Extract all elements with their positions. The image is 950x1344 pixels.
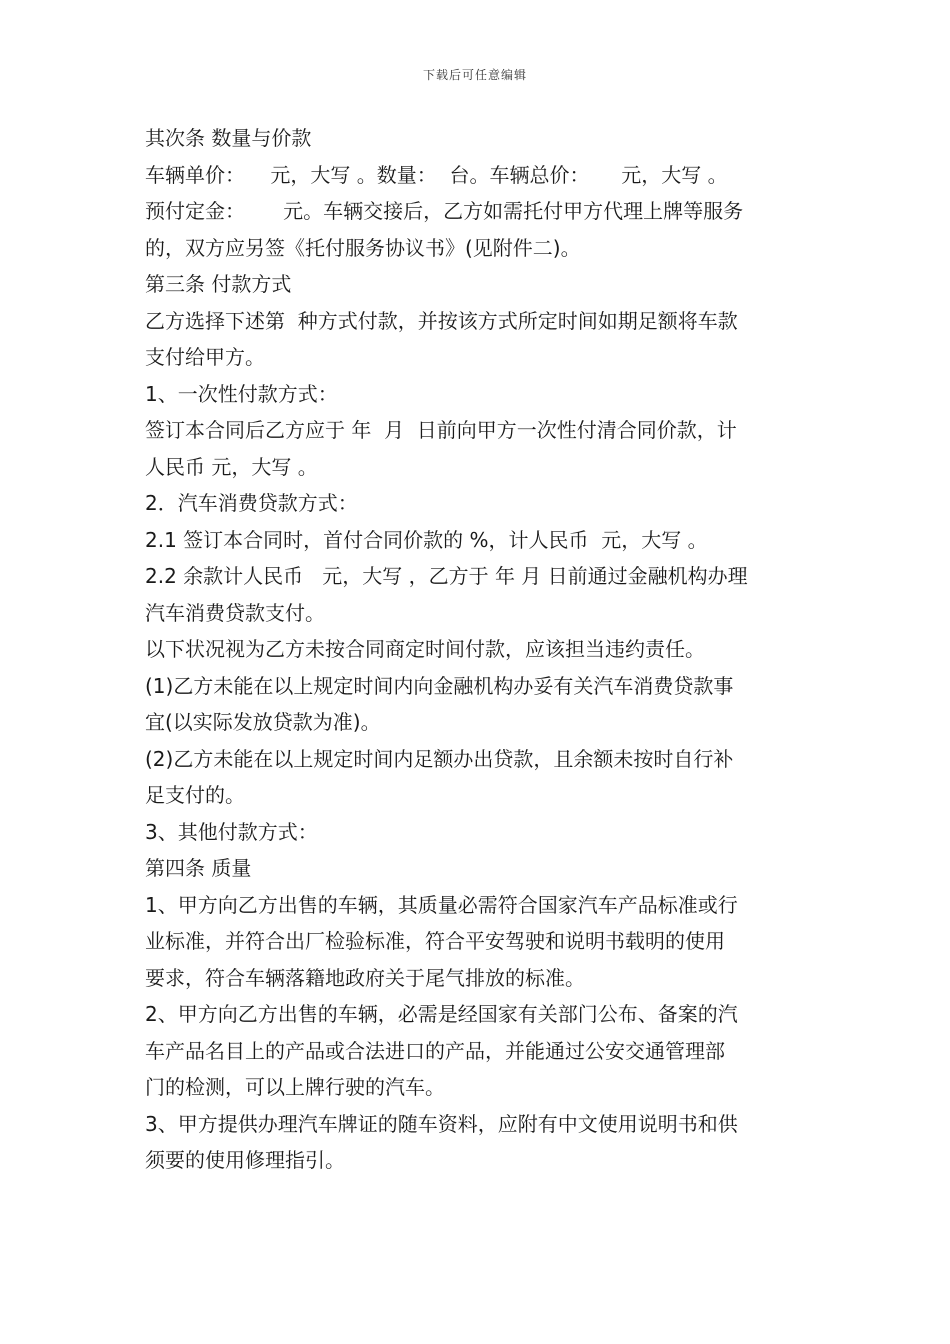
text-line: 足支付的。	[145, 783, 245, 807]
text-line: 签订本合同后乙方应于 年 月 日前向甲方一次性付清合同价款，计	[145, 418, 737, 442]
page-header: 下载后可任意编辑	[422, 68, 527, 82]
text-line: 须要的使用修理指引。	[145, 1148, 345, 1172]
text-line: 2、甲方向乙方出售的车辆，必需是经国家有关部门公布、备案的汽	[145, 1002, 738, 1026]
text-line: 1、一次性付款方式：	[145, 381, 338, 406]
text-line: 乙方选择下述第 种方式付款，并按该方式所定时间如期足额将车款	[145, 308, 738, 333]
section-heading-payment-method: 第三条 付款方式	[145, 272, 292, 296]
section-heading-quality: 第四条 质量	[145, 856, 252, 880]
text-line: 3、甲方提供办理汽车牌证的随车资料，应附有中文使用说明书和供	[145, 1111, 738, 1136]
text-line: 要求，符合车辆落籍地政府关于尾气排放的标准。	[145, 965, 585, 990]
text-line: 宜(以实际发放贷款为准)。	[145, 710, 381, 734]
text-line: (1)乙方未能在以上规定时间内向金融机构办妥有关汽车消费贷款事	[145, 673, 734, 698]
text-line: 汽车消费贷款支付。	[145, 600, 325, 625]
text-line: 人民币 元，大写 。	[145, 454, 318, 479]
text-line: 的，双方应另签《托付服务协议书》(见附件二)。	[145, 235, 581, 260]
text-line: 支付给甲方。	[145, 345, 265, 369]
text-line: (2)乙方未能在以上规定时间内足额办出贷款，且余额未按时自行补	[145, 746, 734, 771]
text-line: 车辆单价： 元，大写 。数量： 台。车辆总价： 元，大写 。	[145, 162, 728, 187]
text-line: 2．汽车消费贷款方式：	[145, 491, 358, 515]
text-line: 2.1 签订本合同时，首付合同价款的 %，计人民币 元，大写 。	[145, 527, 708, 552]
text-line: 业标准，并符合出厂检验标准，符合平安驾驶和说明书载明的使用	[145, 929, 725, 953]
text-line: 3、其他付款方式：	[145, 819, 318, 844]
text-line: 以下状况视为乙方未按合同商定时间付款，应该担当违约责任。	[145, 637, 705, 661]
text-line: 门的检测，可以上牌行驶的汽车。	[145, 1075, 445, 1099]
text-line: 预付定金： 元。车辆交接后，乙方如需托付甲方代理上牌等服务	[145, 199, 744, 223]
text-line: 2.2 余款计人民币 元，大写 ，乙方于 年 月 日前通过金融机构办理	[145, 564, 748, 588]
text-line: 车产品名目上的产品或合法进口的产品，并能通过公安交通管理部	[145, 1038, 725, 1063]
contract-body	[145, 120, 810, 1179]
text-line: 1、甲方向乙方出售的车辆，其质量必需符合国家汽车产品标准或行	[145, 892, 738, 917]
section-heading-quantity-price: 其次条 数量与价款	[145, 126, 312, 150]
